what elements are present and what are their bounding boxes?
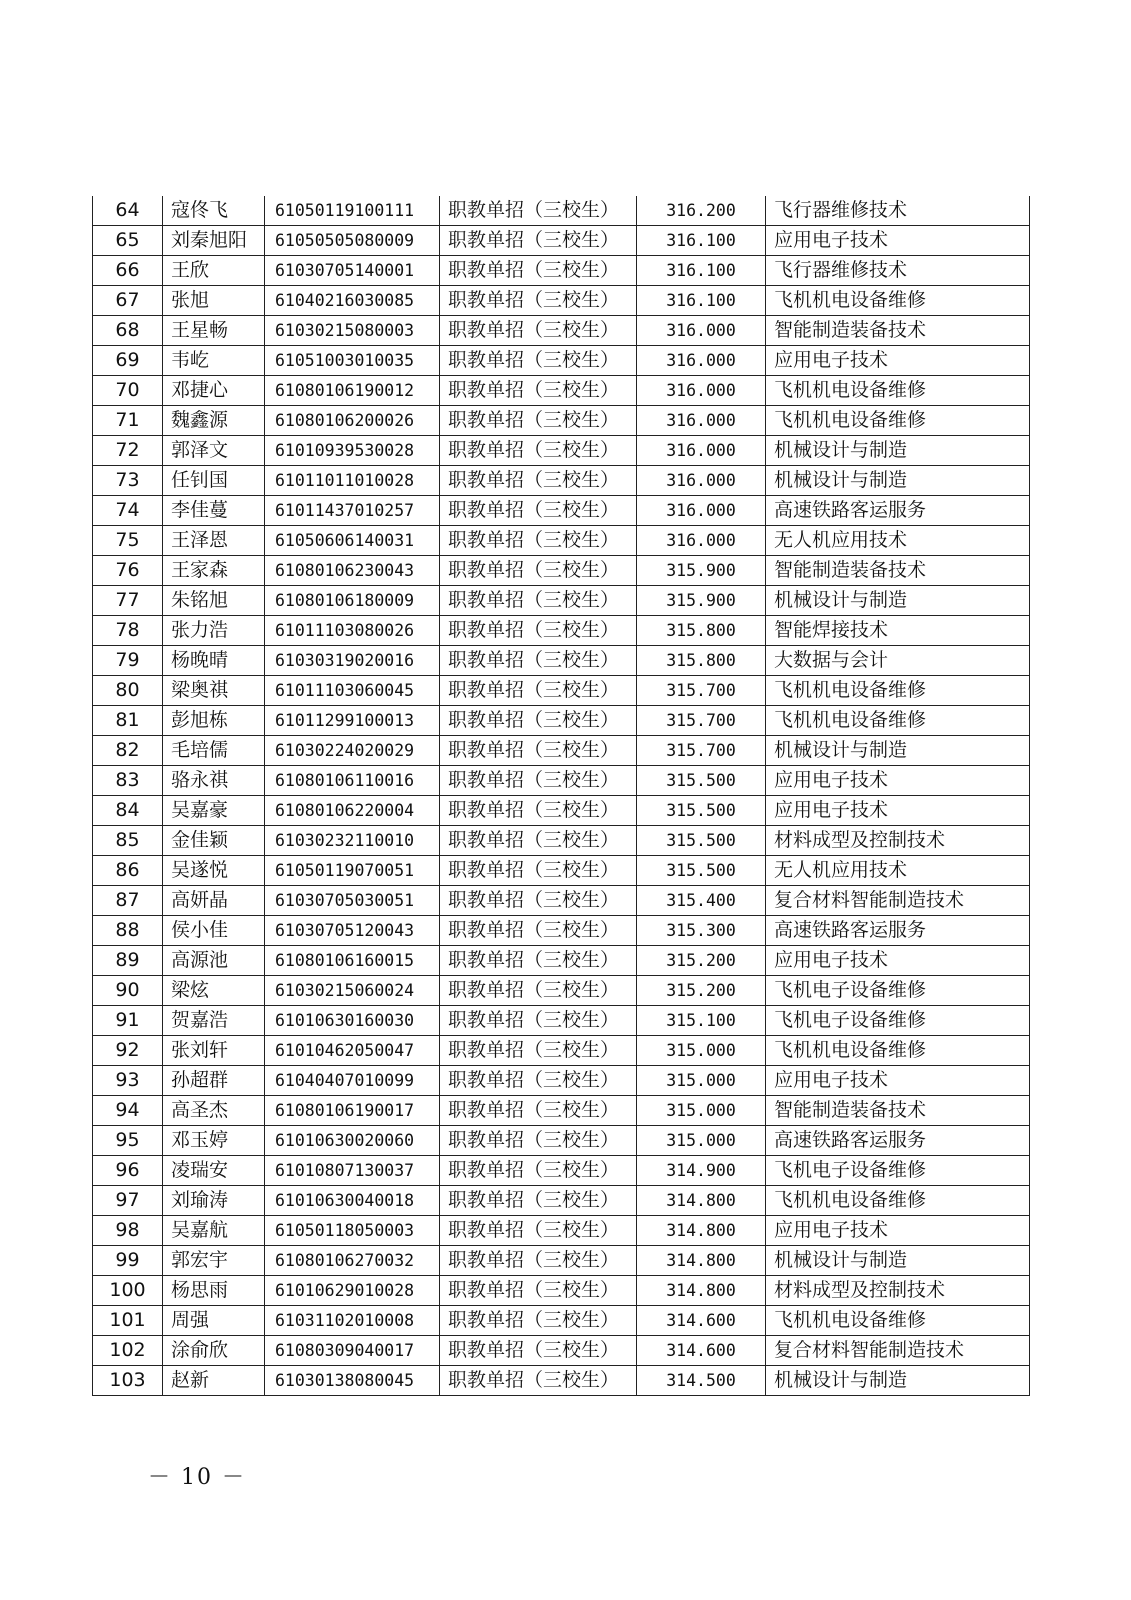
cell-seq: 76 bbox=[93, 556, 163, 586]
cell-exam-id: 61031102010008 bbox=[265, 1306, 440, 1336]
cell-seq: 98 bbox=[93, 1216, 163, 1246]
table-row bbox=[93, 1336, 1030, 1366]
cell-score: 315.700 bbox=[637, 706, 766, 736]
cell-exam-id: 61030319020016 bbox=[265, 646, 440, 676]
cell-major: 高速铁路客运服务 bbox=[766, 1126, 1030, 1156]
cell-major: 飞机电子设备维修 bbox=[766, 1156, 1030, 1186]
cell-score: 314.900 bbox=[637, 1156, 766, 1186]
cell-category: 职教单招（三校生） bbox=[440, 1366, 637, 1396]
cell-category: 职教单招（三校生） bbox=[440, 976, 637, 1006]
cell-major: 复合材料智能制造技术 bbox=[766, 886, 1030, 916]
cell-name: 梁炫 bbox=[163, 976, 265, 1006]
cell-score: 316.000 bbox=[637, 466, 766, 496]
table-row bbox=[93, 1066, 1030, 1096]
cell-name: 骆永祺 bbox=[163, 766, 265, 796]
table-row bbox=[93, 286, 1030, 316]
cell-score: 314.500 bbox=[637, 1366, 766, 1396]
cell-score: 314.800 bbox=[637, 1216, 766, 1246]
cell-category: 职教单招（三校生） bbox=[440, 346, 637, 376]
cell-category: 职教单招（三校生） bbox=[440, 1276, 637, 1306]
cell-seq: 73 bbox=[93, 466, 163, 496]
cell-category: 职教单招（三校生） bbox=[440, 886, 637, 916]
cell-exam-id: 61080106110016 bbox=[265, 766, 440, 796]
cell-exam-id: 61050119100111 bbox=[265, 196, 440, 226]
cell-score: 316.000 bbox=[637, 496, 766, 526]
table-row bbox=[93, 1126, 1030, 1156]
cell-name: 高圣杰 bbox=[163, 1096, 265, 1126]
cell-category: 职教单招（三校生） bbox=[440, 406, 637, 436]
cell-major: 飞机电子设备维修 bbox=[766, 976, 1030, 1006]
cell-seq: 82 bbox=[93, 736, 163, 766]
cell-name: 梁奥祺 bbox=[163, 676, 265, 706]
cell-exam-id: 61080106190012 bbox=[265, 376, 440, 406]
cell-score: 315.000 bbox=[637, 1096, 766, 1126]
cell-seq: 96 bbox=[93, 1156, 163, 1186]
cell-exam-id: 61011103060045 bbox=[265, 676, 440, 706]
cell-exam-id: 61080309040017 bbox=[265, 1336, 440, 1366]
table-row bbox=[93, 1096, 1030, 1126]
cell-seq: 101 bbox=[93, 1306, 163, 1336]
cell-seq: 97 bbox=[93, 1186, 163, 1216]
cell-seq: 75 bbox=[93, 526, 163, 556]
cell-category: 职教单招（三校生） bbox=[440, 826, 637, 856]
cell-exam-id: 61040407010099 bbox=[265, 1066, 440, 1096]
cell-name: 贺嘉浩 bbox=[163, 1006, 265, 1036]
cell-category: 职教单招（三校生） bbox=[440, 1066, 637, 1096]
cell-name: 郭泽文 bbox=[163, 436, 265, 466]
cell-score: 315.000 bbox=[637, 1126, 766, 1156]
cell-seq: 90 bbox=[93, 976, 163, 1006]
cell-seq: 69 bbox=[93, 346, 163, 376]
cell-name: 吴遂悦 bbox=[163, 856, 265, 886]
table-row bbox=[93, 646, 1030, 676]
cell-major: 飞行器维修技术 bbox=[766, 256, 1030, 286]
table-row bbox=[93, 316, 1030, 346]
cell-major: 应用电子技术 bbox=[766, 346, 1030, 376]
cell-major: 无人机应用技术 bbox=[766, 526, 1030, 556]
cell-score: 316.000 bbox=[637, 316, 766, 346]
cell-major: 飞机机电设备维修 bbox=[766, 286, 1030, 316]
cell-category: 职教单招（三校生） bbox=[440, 1186, 637, 1216]
table-row bbox=[93, 436, 1030, 466]
cell-name: 张力浩 bbox=[163, 616, 265, 646]
cell-category: 职教单招（三校生） bbox=[440, 1156, 637, 1186]
cell-name: 周强 bbox=[163, 1306, 265, 1336]
cell-score: 315.300 bbox=[637, 916, 766, 946]
cell-exam-id: 61030215060024 bbox=[265, 976, 440, 1006]
cell-category: 职教单招（三校生） bbox=[440, 796, 637, 826]
cell-seq: 102 bbox=[93, 1336, 163, 1366]
cell-name: 王星畅 bbox=[163, 316, 265, 346]
cell-exam-id: 61010630160030 bbox=[265, 1006, 440, 1036]
cell-seq: 68 bbox=[93, 316, 163, 346]
cell-major: 机械设计与制造 bbox=[766, 1246, 1030, 1276]
cell-exam-id: 61011437010257 bbox=[265, 496, 440, 526]
table-row bbox=[93, 346, 1030, 376]
cell-score: 316.100 bbox=[637, 256, 766, 286]
cell-category: 职教单招（三校生） bbox=[440, 1126, 637, 1156]
cell-exam-id: 61030232110010 bbox=[265, 826, 440, 856]
cell-name: 杨思雨 bbox=[163, 1276, 265, 1306]
cell-score: 315.900 bbox=[637, 556, 766, 586]
cell-seq: 81 bbox=[93, 706, 163, 736]
cell-score: 315.800 bbox=[637, 646, 766, 676]
cell-exam-id: 61050118050003 bbox=[265, 1216, 440, 1246]
cell-major: 应用电子技术 bbox=[766, 766, 1030, 796]
cell-score: 316.200 bbox=[637, 196, 766, 226]
cell-score: 315.000 bbox=[637, 1036, 766, 1066]
cell-category: 职教单招（三校生） bbox=[440, 256, 637, 286]
cell-score: 315.500 bbox=[637, 796, 766, 826]
cell-category: 职教单招（三校生） bbox=[440, 616, 637, 646]
cell-major: 飞机机电设备维修 bbox=[766, 1186, 1030, 1216]
cell-name: 侯小佳 bbox=[163, 916, 265, 946]
cell-seq: 74 bbox=[93, 496, 163, 526]
cell-major: 飞机机电设备维修 bbox=[766, 676, 1030, 706]
cell-exam-id: 61010462050047 bbox=[265, 1036, 440, 1066]
cell-name: 张刘轩 bbox=[163, 1036, 265, 1066]
table-row bbox=[93, 1186, 1030, 1216]
cell-name: 李佳蔓 bbox=[163, 496, 265, 526]
cell-major: 飞行器维修技术 bbox=[766, 196, 1030, 226]
cell-name: 凌瑞安 bbox=[163, 1156, 265, 1186]
cell-major: 应用电子技术 bbox=[766, 946, 1030, 976]
cell-major: 智能制造装备技术 bbox=[766, 316, 1030, 346]
cell-category: 职教单招（三校生） bbox=[440, 496, 637, 526]
table-row bbox=[93, 586, 1030, 616]
cell-major: 智能制造装备技术 bbox=[766, 556, 1030, 586]
cell-major: 材料成型及控制技术 bbox=[766, 1276, 1030, 1306]
cell-major: 应用电子技术 bbox=[766, 796, 1030, 826]
cell-seq: 83 bbox=[93, 766, 163, 796]
cell-major: 飞机机电设备维修 bbox=[766, 1306, 1030, 1336]
cell-exam-id: 61040216030085 bbox=[265, 286, 440, 316]
cell-seq: 89 bbox=[93, 946, 163, 976]
cell-category: 职教单招（三校生） bbox=[440, 1036, 637, 1066]
cell-name: 王欣 bbox=[163, 256, 265, 286]
cell-major: 飞机机电设备维修 bbox=[766, 1036, 1030, 1066]
cell-name: 毛培儒 bbox=[163, 736, 265, 766]
cell-category: 职教单招（三校生） bbox=[440, 1096, 637, 1126]
cell-score: 315.700 bbox=[637, 736, 766, 766]
table-row bbox=[93, 376, 1030, 406]
table-row bbox=[93, 946, 1030, 976]
cell-exam-id: 61080106230043 bbox=[265, 556, 440, 586]
cell-score: 314.800 bbox=[637, 1186, 766, 1216]
cell-major: 高速铁路客运服务 bbox=[766, 916, 1030, 946]
cell-score: 316.000 bbox=[637, 526, 766, 556]
table-row bbox=[93, 766, 1030, 796]
cell-major: 应用电子技术 bbox=[766, 226, 1030, 256]
cell-name: 赵新 bbox=[163, 1366, 265, 1396]
cell-score: 316.100 bbox=[637, 286, 766, 316]
cell-score: 314.600 bbox=[637, 1306, 766, 1336]
cell-seq: 93 bbox=[93, 1066, 163, 1096]
cell-category: 职教单招（三校生） bbox=[440, 526, 637, 556]
cell-major: 飞机机电设备维修 bbox=[766, 376, 1030, 406]
cell-category: 职教单招（三校生） bbox=[440, 196, 637, 226]
table-row bbox=[93, 1306, 1030, 1336]
cell-score: 315.700 bbox=[637, 676, 766, 706]
cell-name: 魏鑫源 bbox=[163, 406, 265, 436]
cell-exam-id: 61050119070051 bbox=[265, 856, 440, 886]
table-row bbox=[93, 1246, 1030, 1276]
cell-name: 彭旭栋 bbox=[163, 706, 265, 736]
cell-seq: 85 bbox=[93, 826, 163, 856]
cell-score: 316.000 bbox=[637, 436, 766, 466]
cell-score: 315.500 bbox=[637, 826, 766, 856]
cell-exam-id: 61011011010028 bbox=[265, 466, 440, 496]
cell-name: 高妍晶 bbox=[163, 886, 265, 916]
cell-major: 无人机应用技术 bbox=[766, 856, 1030, 886]
cell-name: 邓捷心 bbox=[163, 376, 265, 406]
cell-exam-id: 61050505080009 bbox=[265, 226, 440, 256]
cell-name: 王家森 bbox=[163, 556, 265, 586]
cell-major: 机械设计与制造 bbox=[766, 466, 1030, 496]
table-row bbox=[93, 1156, 1030, 1186]
cell-seq: 86 bbox=[93, 856, 163, 886]
cell-seq: 94 bbox=[93, 1096, 163, 1126]
cell-major: 飞机电子设备维修 bbox=[766, 1006, 1030, 1036]
table-row bbox=[93, 616, 1030, 646]
cell-major: 机械设计与制造 bbox=[766, 1366, 1030, 1396]
cell-score: 316.000 bbox=[637, 376, 766, 406]
cell-score: 315.000 bbox=[637, 1066, 766, 1096]
cell-exam-id: 61011299100013 bbox=[265, 706, 440, 736]
cell-name: 孙超群 bbox=[163, 1066, 265, 1096]
cell-category: 职教单招（三校生） bbox=[440, 676, 637, 706]
cell-name: 寇佟飞 bbox=[163, 196, 265, 226]
cell-score: 315.900 bbox=[637, 586, 766, 616]
table-row bbox=[93, 406, 1030, 436]
cell-seq: 77 bbox=[93, 586, 163, 616]
cell-exam-id: 61030215080003 bbox=[265, 316, 440, 346]
cell-major: 机械设计与制造 bbox=[766, 736, 1030, 766]
cell-category: 职教单招（三校生） bbox=[440, 1006, 637, 1036]
table-row bbox=[93, 496, 1030, 526]
cell-major: 机械设计与制造 bbox=[766, 586, 1030, 616]
cell-exam-id: 61011103080026 bbox=[265, 616, 440, 646]
cell-score: 314.800 bbox=[637, 1276, 766, 1306]
cell-category: 职教单招（三校生） bbox=[440, 586, 637, 616]
cell-category: 职教单招（三校生） bbox=[440, 766, 637, 796]
table-row bbox=[93, 676, 1030, 706]
cell-exam-id: 61010807130037 bbox=[265, 1156, 440, 1186]
cell-category: 职教单招（三校生） bbox=[440, 226, 637, 256]
cell-category: 职教单招（三校生） bbox=[440, 436, 637, 466]
cell-exam-id: 61080106190017 bbox=[265, 1096, 440, 1126]
cell-seq: 103 bbox=[93, 1366, 163, 1396]
cell-major: 应用电子技术 bbox=[766, 1066, 1030, 1096]
table-row bbox=[93, 1276, 1030, 1306]
cell-seq: 95 bbox=[93, 1126, 163, 1156]
table-row bbox=[93, 916, 1030, 946]
cell-exam-id: 61080106270032 bbox=[265, 1246, 440, 1276]
cell-major: 智能焊接技术 bbox=[766, 616, 1030, 646]
cell-score: 316.100 bbox=[637, 226, 766, 256]
cell-category: 职教单招（三校生） bbox=[440, 316, 637, 346]
table-row bbox=[93, 466, 1030, 496]
cell-major: 智能制造装备技术 bbox=[766, 1096, 1030, 1126]
cell-exam-id: 61030224020029 bbox=[265, 736, 440, 766]
cell-seq: 84 bbox=[93, 796, 163, 826]
cell-seq: 99 bbox=[93, 1246, 163, 1276]
cell-category: 职教单招（三校生） bbox=[440, 466, 637, 496]
cell-category: 职教单招（三校生） bbox=[440, 916, 637, 946]
cell-category: 职教单招（三校生） bbox=[440, 856, 637, 886]
cell-name: 高源池 bbox=[163, 946, 265, 976]
cell-score: 316.000 bbox=[637, 346, 766, 376]
cell-name: 郭宏宇 bbox=[163, 1246, 265, 1276]
cell-score: 315.400 bbox=[637, 886, 766, 916]
table-row bbox=[93, 826, 1030, 856]
cell-seq: 88 bbox=[93, 916, 163, 946]
cell-score: 315.200 bbox=[637, 976, 766, 1006]
cell-exam-id: 61010630040018 bbox=[265, 1186, 440, 1216]
cell-category: 职教单招（三校生） bbox=[440, 1216, 637, 1246]
cell-major: 材料成型及控制技术 bbox=[766, 826, 1030, 856]
cell-category: 职教单招（三校生） bbox=[440, 1246, 637, 1276]
cell-seq: 72 bbox=[93, 436, 163, 466]
cell-category: 职教单招（三校生） bbox=[440, 376, 637, 406]
cell-major: 飞机机电设备维修 bbox=[766, 406, 1030, 436]
cell-name: 刘瑜涛 bbox=[163, 1186, 265, 1216]
page-number: － 10 － bbox=[148, 1465, 246, 1490]
results-table-body bbox=[93, 196, 1030, 1396]
table-row bbox=[93, 196, 1030, 226]
cell-exam-id: 61051003010035 bbox=[265, 346, 440, 376]
cell-name: 韦屹 bbox=[163, 346, 265, 376]
table-row bbox=[93, 256, 1030, 286]
table-row bbox=[93, 886, 1030, 916]
cell-score: 315.800 bbox=[637, 616, 766, 646]
table-row bbox=[93, 1366, 1030, 1396]
cell-exam-id: 61080106200026 bbox=[265, 406, 440, 436]
cell-seq: 71 bbox=[93, 406, 163, 436]
cell-exam-id: 61030138080045 bbox=[265, 1366, 440, 1396]
cell-exam-id: 61010939530028 bbox=[265, 436, 440, 466]
cell-category: 职教单招（三校生） bbox=[440, 286, 637, 316]
table-row bbox=[93, 736, 1030, 766]
cell-name: 张旭 bbox=[163, 286, 265, 316]
table-row bbox=[93, 226, 1030, 256]
cell-exam-id: 61050606140031 bbox=[265, 526, 440, 556]
results-table bbox=[92, 196, 1030, 1396]
cell-exam-id: 61080106220004 bbox=[265, 796, 440, 826]
table-row bbox=[93, 556, 1030, 586]
cell-seq: 91 bbox=[93, 1006, 163, 1036]
cell-category: 职教单招（三校生） bbox=[440, 556, 637, 586]
cell-seq: 79 bbox=[93, 646, 163, 676]
cell-category: 职教单招（三校生） bbox=[440, 736, 637, 766]
cell-score: 314.800 bbox=[637, 1246, 766, 1276]
cell-exam-id: 61010630020060 bbox=[265, 1126, 440, 1156]
cell-exam-id: 61080106180009 bbox=[265, 586, 440, 616]
cell-exam-id: 61030705120043 bbox=[265, 916, 440, 946]
cell-major: 复合材料智能制造技术 bbox=[766, 1336, 1030, 1366]
cell-seq: 92 bbox=[93, 1036, 163, 1066]
cell-seq: 67 bbox=[93, 286, 163, 316]
cell-name: 邓玉婷 bbox=[163, 1126, 265, 1156]
cell-major: 高速铁路客运服务 bbox=[766, 496, 1030, 526]
table-row bbox=[93, 976, 1030, 1006]
cell-name: 杨晚晴 bbox=[163, 646, 265, 676]
cell-seq: 65 bbox=[93, 226, 163, 256]
cell-category: 职教单招（三校生） bbox=[440, 1306, 637, 1336]
cell-name: 金佳颖 bbox=[163, 826, 265, 856]
cell-major: 机械设计与制造 bbox=[766, 436, 1030, 466]
cell-seq: 66 bbox=[93, 256, 163, 286]
cell-exam-id: 61030705030051 bbox=[265, 886, 440, 916]
cell-name: 任钊国 bbox=[163, 466, 265, 496]
cell-score: 315.500 bbox=[637, 856, 766, 886]
table-row bbox=[93, 1006, 1030, 1036]
cell-major: 大数据与会计 bbox=[766, 646, 1030, 676]
cell-seq: 80 bbox=[93, 676, 163, 706]
cell-seq: 100 bbox=[93, 1276, 163, 1306]
cell-score: 315.100 bbox=[637, 1006, 766, 1036]
cell-category: 职教单招（三校生） bbox=[440, 646, 637, 676]
cell-major: 飞机机电设备维修 bbox=[766, 706, 1030, 736]
cell-seq: 70 bbox=[93, 376, 163, 406]
cell-score: 315.500 bbox=[637, 766, 766, 796]
cell-score: 315.200 bbox=[637, 946, 766, 976]
cell-name: 涂俞欣 bbox=[163, 1336, 265, 1366]
table-row bbox=[93, 1036, 1030, 1066]
cell-name: 刘秦旭阳 bbox=[163, 226, 265, 256]
table-row bbox=[93, 1216, 1030, 1246]
cell-name: 吴嘉航 bbox=[163, 1216, 265, 1246]
cell-name: 王泽恩 bbox=[163, 526, 265, 556]
cell-score: 314.600 bbox=[637, 1336, 766, 1366]
table-row bbox=[93, 856, 1030, 886]
cell-score: 316.000 bbox=[637, 406, 766, 436]
table-row bbox=[93, 706, 1030, 736]
cell-seq: 78 bbox=[93, 616, 163, 646]
cell-major: 应用电子技术 bbox=[766, 1216, 1030, 1246]
cell-category: 职教单招（三校生） bbox=[440, 706, 637, 736]
cell-name: 朱铭旭 bbox=[163, 586, 265, 616]
cell-seq: 87 bbox=[93, 886, 163, 916]
cell-name: 吴嘉豪 bbox=[163, 796, 265, 826]
cell-exam-id: 61010629010028 bbox=[265, 1276, 440, 1306]
cell-category: 职教单招（三校生） bbox=[440, 946, 637, 976]
cell-exam-id: 61030705140001 bbox=[265, 256, 440, 286]
table-row bbox=[93, 526, 1030, 556]
table-row bbox=[93, 796, 1030, 826]
cell-exam-id: 61080106160015 bbox=[265, 946, 440, 976]
cell-category: 职教单招（三校生） bbox=[440, 1336, 637, 1366]
cell-seq: 64 bbox=[93, 196, 163, 226]
